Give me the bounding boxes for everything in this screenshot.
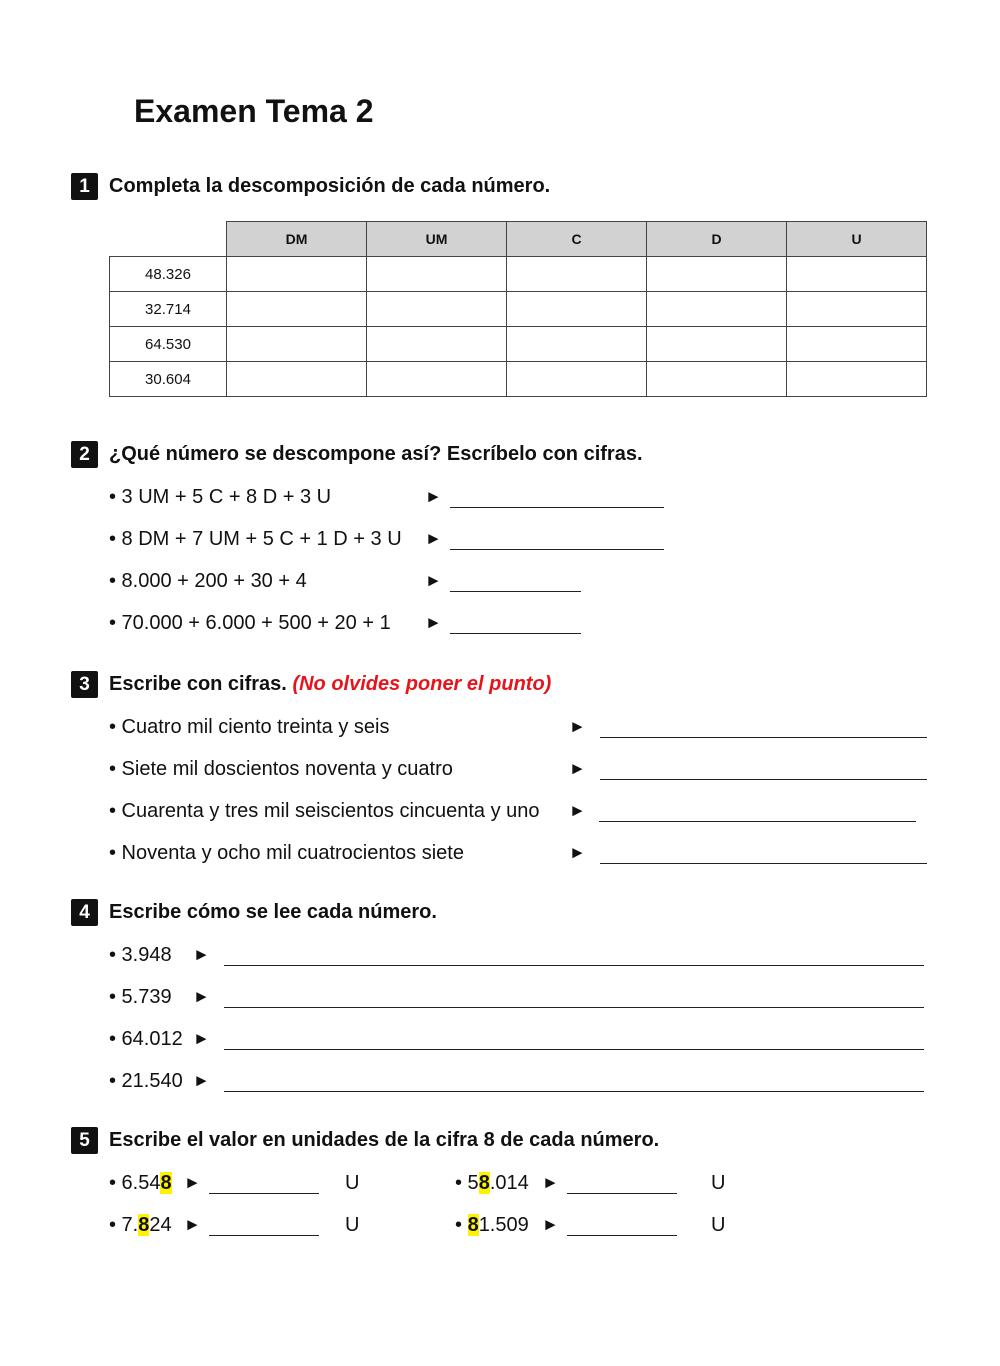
table-row <box>110 257 927 292</box>
list-item: • 5.739 <box>109 986 172 1008</box>
header-u: U <box>787 222 927 257</box>
table-row <box>110 292 927 327</box>
list-item: • 70.000 + 6.000 + 500 + 20 + 1 <box>109 612 391 634</box>
answer-cell[interactable] <box>367 327 507 362</box>
answer-blank[interactable] <box>600 779 927 780</box>
exercise-5-number: 5 <box>71 1127 98 1154</box>
answer-blank[interactable] <box>450 591 581 592</box>
exercise-1-number: 1 <box>71 173 98 200</box>
arrow-icon: ► <box>193 1029 210 1048</box>
answer-cell[interactable] <box>367 362 507 397</box>
exercise-5-title: Escribe el valor en unidades de la cifra 8 de cada número. <box>109 1129 660 1151</box>
answer-cell[interactable] <box>787 327 927 362</box>
answer-blank[interactable] <box>209 1193 319 1194</box>
list-item <box>109 1170 172 1196</box>
list-item: • 3 UM + 5 C + 8 D + 3 U <box>109 486 332 508</box>
answer-blank[interactable] <box>450 633 581 634</box>
answer-cell[interactable] <box>507 292 647 327</box>
answer-blank[interactable] <box>567 1193 677 1194</box>
arrow-icon: ► <box>569 801 586 820</box>
header-um: UM <box>367 222 507 257</box>
list-item: • 3.948 <box>109 944 172 966</box>
list-item <box>109 1212 172 1238</box>
arrow-icon: ► <box>193 1071 210 1090</box>
answer-cell[interactable] <box>367 292 507 327</box>
answer-cell[interactable] <box>507 362 647 397</box>
list-item: • 8.000 + 200 + 30 + 4 <box>109 570 307 592</box>
exercise-3-number: 3 <box>71 671 98 698</box>
answer-cell[interactable] <box>787 362 927 397</box>
table-corner <box>110 222 227 257</box>
arrow-icon: ► <box>425 613 442 632</box>
exercise-3-title <box>109 671 551 698</box>
arrow-icon: ► <box>193 987 210 1006</box>
highlighted-digit: 8 <box>478 1172 490 1194</box>
list-item <box>455 1212 529 1238</box>
answer-cell[interactable] <box>647 257 787 292</box>
list-item: • Cuarenta y tres mil seiscientos cincuenta y uno <box>109 800 540 822</box>
table-header-row <box>110 222 927 257</box>
list-item: • 64.012 <box>109 1028 183 1050</box>
decomposition-table <box>109 221 927 397</box>
arrow-icon: ► <box>193 945 210 964</box>
number-prefix: • 6.54 <box>109 1172 161 1194</box>
answer-cell[interactable] <box>227 257 367 292</box>
header-c: C <box>507 222 647 257</box>
answer-blank[interactable] <box>600 863 927 864</box>
answer-cell[interactable] <box>507 327 647 362</box>
unit-label: U <box>711 1172 726 1194</box>
arrow-icon: ► <box>569 843 586 862</box>
page-title: Examen Tema 2 <box>134 93 374 129</box>
list-item: • Siete mil doscientos noventa y cuatro <box>109 758 453 780</box>
answer-cell[interactable] <box>367 257 507 292</box>
number-prefix: • 7. <box>109 1214 139 1236</box>
table-row <box>110 327 927 362</box>
answer-blank[interactable] <box>567 1235 677 1236</box>
answer-cell[interactable] <box>507 257 647 292</box>
arrow-icon: ► <box>542 1173 559 1192</box>
unit-label: U <box>711 1214 726 1236</box>
exercise-2-number: 2 <box>71 441 98 468</box>
arrow-icon: ► <box>542 1215 559 1234</box>
arrow-icon: ► <box>425 487 442 506</box>
answer-cell[interactable] <box>647 327 787 362</box>
answer-cell[interactable] <box>647 362 787 397</box>
table-row <box>110 362 927 397</box>
list-item: • Noventa y ocho mil cuatrocientos siete <box>109 842 464 864</box>
row-number: 64.530 <box>110 327 227 362</box>
answer-cell[interactable] <box>647 292 787 327</box>
answer-blank[interactable] <box>600 737 927 738</box>
header-d: D <box>647 222 787 257</box>
list-item: • 21.540 <box>109 1070 183 1092</box>
arrow-icon: ► <box>425 571 442 590</box>
answer-cell[interactable] <box>787 257 927 292</box>
number-suffix: 1.509 <box>478 1214 529 1236</box>
answer-blank[interactable] <box>224 965 924 966</box>
row-number: 32.714 <box>110 292 227 327</box>
list-item <box>455 1170 529 1196</box>
exercise-3-warning: (No olvides poner el punto) <box>292 673 552 695</box>
answer-cell[interactable] <box>787 292 927 327</box>
unit-label: U <box>345 1172 360 1194</box>
row-number: 48.326 <box>110 257 227 292</box>
answer-cell[interactable] <box>227 362 367 397</box>
exercise-4-number: 4 <box>71 899 98 926</box>
highlighted-digit: 8 <box>160 1172 172 1194</box>
answer-blank[interactable] <box>224 1049 924 1050</box>
answer-blank[interactable] <box>450 549 664 550</box>
row-number: 30.604 <box>110 362 227 397</box>
number-suffix: 24 <box>149 1214 172 1236</box>
answer-blank[interactable] <box>599 821 916 822</box>
number-suffix: .014 <box>489 1172 529 1194</box>
exercise-2-title: ¿Qué número se descompone así? Escríbelo con cifras. <box>109 443 643 465</box>
highlighted-digit: 8 <box>138 1214 150 1236</box>
exercise-3-title-text: Escribe con cifras. <box>109 673 287 695</box>
arrow-icon: ► <box>184 1215 201 1234</box>
answer-cell[interactable] <box>227 327 367 362</box>
arrow-icon: ► <box>569 717 586 736</box>
exercise-1-title: Completa la descomposición de cada número. <box>109 175 551 197</box>
highlighted-digit: 8 <box>467 1214 479 1236</box>
number-prefix: • <box>455 1214 468 1236</box>
list-item: • 8 DM + 7 UM + 5 C + 1 D + 3 U <box>109 528 402 550</box>
answer-blank[interactable] <box>224 1007 924 1008</box>
answer-blank[interactable] <box>450 507 664 508</box>
list-item: • Cuatro mil ciento treinta y seis <box>109 716 390 738</box>
answer-blank[interactable] <box>224 1091 924 1092</box>
answer-cell[interactable] <box>227 292 367 327</box>
number-prefix: • 5 <box>455 1172 479 1194</box>
answer-blank[interactable] <box>209 1235 319 1236</box>
header-dm: DM <box>227 222 367 257</box>
arrow-icon: ► <box>184 1173 201 1192</box>
arrow-icon: ► <box>569 759 586 778</box>
unit-label: U <box>345 1214 360 1236</box>
arrow-icon: ► <box>425 529 442 548</box>
exercise-4-title: Escribe cómo se lee cada número. <box>109 901 437 923</box>
